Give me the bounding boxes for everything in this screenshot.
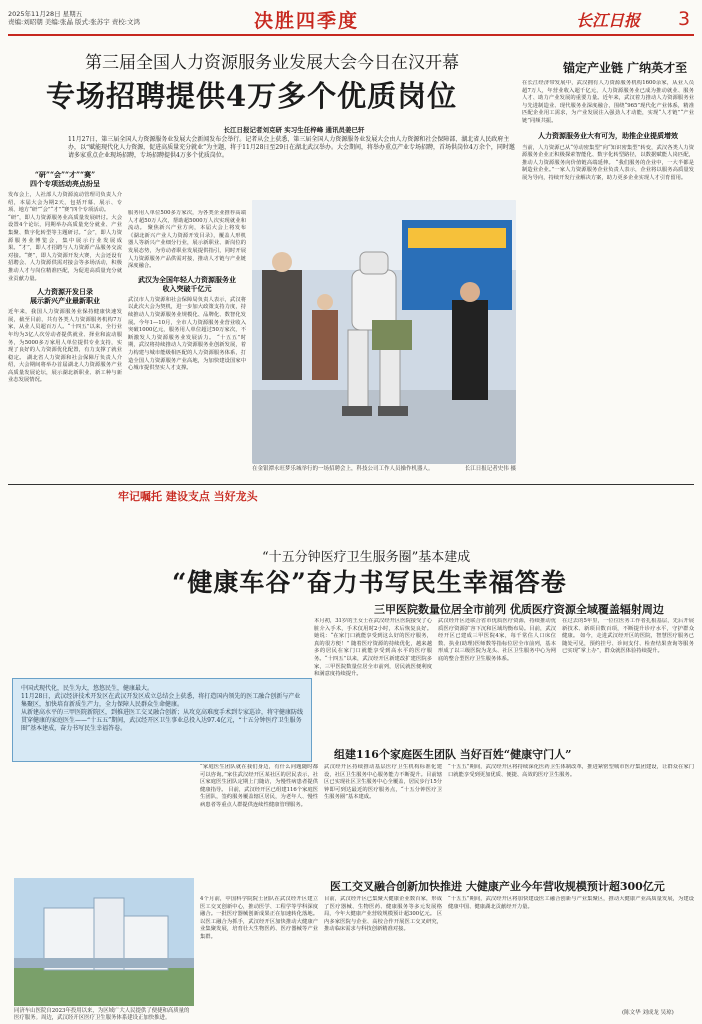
photo-credit: 长江日报记者史伟 摄 xyxy=(464,466,516,472)
masthead-date xyxy=(8,10,140,26)
heading-new-industries: 人力资源开发日录 展示新兴产业最新职业 xyxy=(30,287,100,306)
story2-col-f: “十五五”期间，武汉经开区将持续深化医药卫生体制改革，推进紧密型城市医疗集团建设，让群众在家门口就能享受到更加优质、便捷、高效的医疗卫生服务。 xyxy=(448,764,694,778)
callout-p3: 从新建高水平的三甲医院新院区，到推进医工交叉融合创新；从攻克高难度手术到专家巡诊，将守健康防线贯穿健康的家庭医生——“十五五”期间，武汉经开区卫生事业总投入达97.4亿元，“十五分钟医疗卫生服务圈”基本建成，奋力书写民生幸福答卷。 xyxy=(21,709,304,732)
story2-banner-text: 牢记嘱托 建设支点 当好龙头 xyxy=(118,490,258,503)
story2-subtitle: “十五分钟医疗卫生服务圈”基本建成 xyxy=(262,550,471,565)
robot-photo-illustration xyxy=(252,200,516,464)
callout-p1: 中国式现代化，民生为大，悠悠民生，健康最大。 xyxy=(21,685,154,692)
section-title: 决胜四季度 xyxy=(254,10,360,32)
story2-col-e: 武汉经开区持续推动基层医疗卫生机构标准化建设，社区卫生服务中心服务能力不断提升。目前辖区已实现社区卫生服务中心全覆盖，居民步行15分钟即可到达最近的医疗服务点，“十五分钟医疗卫生服务圈”基本建成。 xyxy=(324,764,442,801)
story1-lead xyxy=(68,126,520,160)
col2-text1: 服务用人单位500多万家次，为各类企业推荐高端人才超50万人次，帮助超5000万人次实现就业和流动。 聚焦新兴产业方向，本届大会上将发布《湖北新兴产业人力资源开发目录》，覆盖人形机器人等新兴产业细分行业，展示新职业、新岗位的发展态势，为劳动者职业发展提供指引，同时开展人力资源服务产品供需对接，推动人才链与产业链深度融合。 xyxy=(128,210,246,270)
right-heading: 人力资源服务业大有可为，助推企业提质增效 xyxy=(538,130,678,140)
story2-banner xyxy=(8,488,694,504)
section-divider xyxy=(8,484,694,485)
col1-text2: 近年来，我国人力资源服务业保持健康快速发展，截至目前，共有各类人力资源服务机构7万家，从业人员超百万人。“十四五”以来，全行业年均为3亿人次劳动者提供就业、择业和流动服务，为5000多万家用人单位提供专业支持，实现了良好的人力资源优化配置，有力支撑了就业稳定。 湖北省人力资源和社会保障厅负责人介绍，大会期间将举办首届湖北人力资源服务产业高质量发展论坛，展示湖北新职业、新工种与新业态发展情况。 xyxy=(8,309,122,384)
story1-col1 xyxy=(8,166,122,476)
photo-caption xyxy=(252,466,516,473)
col1-text1: 发布会上，人社部人力资源流动管理司负责人介绍，本届大会为期2天，包括开幕、展示、专项、地方“研”“会”“才”“赛”四个专项活动。 “研”，即人力资源服务业高质量发展研讨。大会设置4个论坛，同期举办高质量充分就业、产业集聚、数字化转型等主题研讨。“会”，即人力资源服务业博览会，集中展示行业发展成果。“才”，即人才招聘与人力资源产品服务交流对接。“赛”，即人力资源开发大赛，大会还设有招聘会、人力资源供需对接会等多场活动，积极推动人才与岗位精准匹配，为促进高质量充分就业贡献力量。 xyxy=(8,192,122,282)
heading-wuhan-revenue: 武汉为全国年轻人力资源服务业 收入突破千亿元 xyxy=(138,274,236,293)
story1-col2 xyxy=(128,210,246,478)
story2-title: “健康车谷”奋力书写民生幸福答卷 xyxy=(172,568,567,597)
story2-col-h: 目前，武汉经开区已集聚大健康企业数百家，形成了医疗器械、生物医药、健康服务等多元发展格局，今年大健康产业营收规模预计超300亿元。 区内多家医院与企业、高校合作开展医工交叉研究，推动临床需求与科技创新精准对接。 xyxy=(324,896,442,933)
story1-right-col xyxy=(522,80,694,478)
story1-subtitle: 第三届全国人力资源服务业发展大会今日在汉开幕 xyxy=(85,53,459,73)
heading-four-activities: “研”“会”“才”“赛” 四个专项活动亮点纷呈 xyxy=(30,170,100,188)
col2-text2: 武汉市人力资源和社会保障局负责人表示，武汉将以此次大会为契机，进一步加大政策支持力度，持续推动人力资源服务业规模化、品牌化、数智化发展。今年1—10月，全市人力资源服务业营业收入突破1000亿元，服务用人单位超过50万家次，不断激发人力资源服务业发展活力。 “十五五”时期，武汉将持续推动人力资源服务业创新发展，着力构建与城市能级相匹配的人力资源服务体系，打造全国人力资源服务产业高地，为加快建设国家中心城市提供坚实人才支撑。 xyxy=(128,296,246,372)
story2-col-g: 4个月前，中国科学院院士团队在武汉经开区建立医工交叉创新中心，推动医学、工程学等学科深度融合。一批医疗器械创新成果正在加速转化落地。 以医工融合为抓手，武汉经开区加快推动大健康产业集聚发展，培育壮大生物医药、医疗器械等产业集群。 xyxy=(200,896,318,940)
story2-callout xyxy=(12,678,312,762)
story2-col-b: 武汉经开区还联合省市优质医疗资源，持续推动优质医疗资源扩容下沉和区域均衡布局。目前，武汉经开区已建成三甲医院4家，每千常住人口床位数、执业(助理)医师数等指标位居全市前列，基本形成了以三级医院为龙头、社区卫生服务中心为网底的整合型医疗卫生服务体系。 xyxy=(438,618,556,662)
story1-lead-text: 11月27日，第三届全国人力资源服务业发展大会新闻发布会举行。记者从会上获悉，第三届全国人力资源服务业发展大会由人力资源和社会保障部、湖北省人民政府主办，以“赋能现代化人力资源，促进高质量充分就业”为主题，将于11月28日至29日在湖北武汉举办。大会期间，将举办重点产业专场招聘，首场供岗位4万余个，同时邀请多家重点企业现场招聘，专场招聘提供4万多个优质岗位。 xyxy=(68,136,515,159)
right-text2: 当前，人力资源已从“劳动密集型”向“知识密集型”转变，武汉各类人力资源服务企业正积极探索智能化、数字化转型路径，以数据赋能人岗匹配，推动人力资源服务向价值链高端延伸。 “我们服务的企业中，一大半都是制造业企业。”一家人力资源服务企业负责人表示，企业将以服务高质量发展为导向，持续开发行业解决方案，助力更多企业实现人才引育留用。 xyxy=(522,144,694,181)
page-number: 3 xyxy=(678,8,691,30)
story1-title: 专场招聘提供4万多个优质岗位 xyxy=(46,79,458,113)
hospital-photo-caption: 同济车山医院自2023年投用以来，为区域广大人民提供了便捷和高质量的医疗服务。周边，武汉经开区医疗卫生服务体系建设正加快推进。 xyxy=(14,1008,190,1021)
newspaper-logo: 长江日报 xyxy=(576,11,641,30)
right-text1: 在长江经济带发展中，武汉拥有人力资源服务机构1600余家，从业人员超7万人，年营业收入超千亿元，人力资源服务业已成为推动就业、服务人才、助力产业发展的重要力量。近年来，武汉着力推动人力资源服务业与先进制造业、现代服务业深度融合，围绕“965”现代化产业体系，精准匹配企业用工需求，为产业发展注入强劲人才动能，实现“人才链”“产业链”同频共振。 xyxy=(522,80,694,124)
right-column-title: 锚定产业链 广纳英才至 xyxy=(563,61,688,75)
editor-line: 责编:刘昭朝 美编:张晶 版式:张苏宇 责校:文鸿 xyxy=(8,18,140,26)
photo-caption-text: 在金银潭永旺梦乐城举行的一场招聘会上，科技公司工作人员操作机器人。 xyxy=(252,466,434,472)
date-line: 2025年11月28日 星期五 xyxy=(8,10,83,18)
story2-col-d: “家庭医生团队就在我们身边，有什么问题随时都可以咨询。”家住武汉经开区某社区的居民表示，社区家庭医生团队定期上门随访，为慢性病患者提供健康指导。 目前，武汉经开区已组建116个家庭医生团队，签约服务覆盖辖区居民，为老年人、慢性病患者等重点人群提供连续性健康管理服务。 xyxy=(200,764,318,808)
callout-p2: 11月28日，武汉经济技术开发区在武汉开发区成立总结会上获悉，将打造国内领先的医工融合创新与产业集聚区，加快培育新质生产力，全力保障人民群众生命健康。 xyxy=(21,693,301,708)
story2-subheading-1: 组建116个家庭医生团队 当好百姓“健康守门人” xyxy=(334,748,572,761)
hospital-photo-illustration xyxy=(14,878,194,1006)
story1-byline: 长江日报记者刘克研 实习生任梓峰 通讯员姜巳轩 xyxy=(223,126,365,134)
hospital-photo xyxy=(14,878,194,1006)
story2-col-i: “十五五”期间，武汉经开区将加快建设医工融合创新与产业集聚区，推动大健康产业高质量发展，为建设健康中国、健康湖北贡献经开力量。 xyxy=(448,896,694,910)
story2-col-a: 本月初，31岁的王女士在武汉经开区医院接受了心脏介入手术，手术仅用时2小时，术后恢复良好。她说：“在家门口就能享受到这么好的医疗服务，真的很方便！” 随着医疗资源的持续优化，越来越多的居民在家门口就能享受到高水平的医疗服务。“十四五”以来，武汉经开区新建改扩建医院多家，三甲医院数量位居全市前列，居民就医便利度和满意度持续提升。 xyxy=(314,618,432,678)
story2-signature: (陈文华 刘成龙 吴琼) xyxy=(622,1010,674,1016)
robot-photo xyxy=(252,200,516,464)
story2-col-c: 在过去的5年里，一位位医务工作者扎根基层，先后开展新技术、新项目数百项，不断提升诊疗水平，守护群众健康。 如今，走进武汉经开区的医院，智慧医疗服务已随处可见，预约挂号、诊间支付、检查结果查询等服务已实现“掌上办”，群众就医体验持续提升。 xyxy=(562,618,694,655)
story2-kicker: 三甲医院数量位居全市前列 优质医疗资源全域覆盖辐射周边 xyxy=(374,603,664,616)
story2-subheading-2: 医工交叉融合创新加快推进 大健康产业今年营收规模预计超300亿元 xyxy=(330,880,665,893)
